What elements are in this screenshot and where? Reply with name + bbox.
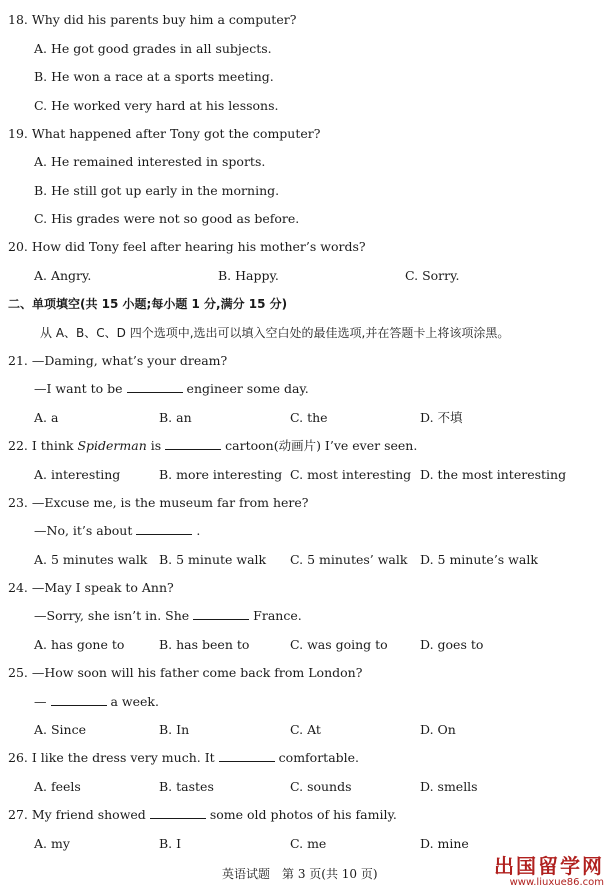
question-27-option-d: D. mine [420, 836, 469, 851]
question-27-option-b: B. I [159, 836, 182, 851]
question-18-option-c: C. He worked very hard at his lessons. [34, 98, 279, 113]
question-24-stem: 24. —May I speak to Ann? [8, 580, 174, 595]
question-21-line2-post: engineer some day. [186, 381, 309, 396]
question-22-option-d: D. the most interesting [420, 467, 567, 482]
answer-blank [127, 381, 183, 393]
page-footer: 英语试题 第 3 页(共 10 页) [222, 867, 378, 881]
question-21-line2-pre: —I want to be [34, 381, 123, 396]
question-22-mid: is [150, 438, 162, 453]
question-22-pre: 22. I think [8, 438, 74, 453]
question-23-option-c: C. 5 minutes’ walk [290, 552, 408, 567]
question-24-line2-pre: —Sorry, she isn’t in. She [34, 608, 190, 623]
question-25-line2-pre: — [34, 694, 47, 709]
answer-blank [136, 523, 192, 535]
question-21-option-d: D. 不填 [420, 410, 463, 425]
question-19-option-a: A. He remained interested in sports. [34, 154, 266, 169]
question-24-option-c: C. was going to [290, 637, 388, 652]
question-27-option-c: C. me [290, 836, 327, 851]
question-23-option-a: A. 5 minutes walk [34, 552, 148, 567]
question-22-option-c: C. most interesting [290, 467, 412, 482]
question-26-post: comfortable. [278, 750, 360, 765]
question-24-option-b: B. has been to [159, 637, 250, 652]
question-27-post: some old photos of his family. [209, 807, 397, 822]
question-20-option-c: C. Sorry. [405, 268, 460, 283]
question-21-option-c: C. the [290, 410, 328, 425]
watermark-name: 出国留学网 [494, 854, 604, 878]
question-27-option-a: A. my [34, 836, 70, 851]
question-18-option-a: A. He got good grades in all subjects. [34, 41, 272, 56]
question-26-option-c: C. sounds [290, 779, 352, 794]
question-18-option-b: B. He won a race at a sports meeting. [34, 69, 274, 84]
question-20-stem: 20. How did Tony feel after hearing his mother’s words? [8, 239, 366, 254]
answer-blank [150, 807, 206, 819]
question-24-option-a: A. has gone to [34, 637, 125, 652]
question-27-pre: 27. My friend showed [8, 807, 146, 822]
question-26-stem [8, 750, 359, 766]
question-27-stem [8, 807, 397, 823]
question-22-option-a: A. interesting [34, 467, 121, 482]
question-23-option-d: D. 5 minute’s walk [420, 552, 538, 567]
watermark-url: www.liuxue86.com [509, 877, 604, 888]
question-18-stem: 18. Why did his parents buy him a computer? [8, 12, 297, 27]
answer-blank [165, 438, 221, 450]
question-24-line2 [34, 608, 302, 624]
question-26-option-a: A. feels [34, 779, 81, 794]
question-19-option-b: B. He still got up early in the morning. [34, 183, 280, 198]
question-24-line2-post: France. [253, 608, 302, 623]
section-2-instruction: 从 A、B、C、D 四个选项中,选出可以填入空白处的最佳选项,并在答题卡上将该项涂黑。 [40, 326, 510, 340]
watermark-logo [494, 855, 604, 889]
question-22-stem [8, 438, 417, 454]
question-25-line2-post: a week. [110, 694, 159, 709]
question-25-option-d: D. On [420, 722, 456, 737]
question-21-option-b: B. an [159, 410, 192, 425]
question-19-option-c: C. His grades were not so good as before. [34, 211, 300, 226]
question-26-option-b: B. tastes [159, 779, 214, 794]
question-24-option-d: D. goes to [420, 637, 484, 652]
question-22-option-b: B. more interesting [159, 467, 283, 482]
question-20-option-a: A. Angry. [34, 268, 92, 283]
question-21-line2 [34, 381, 309, 397]
question-25-option-c: C. At [290, 722, 321, 737]
question-23-line2-pre: —No, it’s about [34, 523, 133, 538]
question-25-option-b: B. In [159, 722, 190, 737]
question-22-title: Spiderman [77, 438, 147, 453]
answer-blank [193, 608, 249, 620]
question-21-stem: 21. —Daming, what’s your dream? [8, 353, 228, 368]
question-25-stem: 25. —How soon will his father come back from London? [8, 665, 363, 680]
answer-blank [51, 694, 107, 706]
question-26-pre: 26. I like the dress very much. It [8, 750, 215, 765]
question-25-line2 [34, 694, 159, 710]
answer-blank [219, 750, 275, 762]
question-20-option-b: B. Happy. [218, 268, 279, 283]
question-23-option-b: B. 5 minute walk [159, 552, 267, 567]
question-23-line2-post: . [196, 523, 201, 538]
question-23-stem: 23. —Excuse me, is the museum far from here? [8, 495, 309, 510]
question-22-post: cartoon(动画片) I’ve ever seen. [225, 438, 418, 453]
question-19-stem: 19. What happened after Tony got the computer? [8, 126, 321, 141]
section-2-title: 二、单项填空(共 15 小题;每小题 1 分,满分 15 分) [8, 297, 288, 311]
question-26-option-d: D. smells [420, 779, 478, 794]
question-21-option-a: A. a [34, 410, 59, 425]
question-25-option-a: A. Since [34, 722, 86, 737]
question-23-line2 [34, 523, 200, 539]
